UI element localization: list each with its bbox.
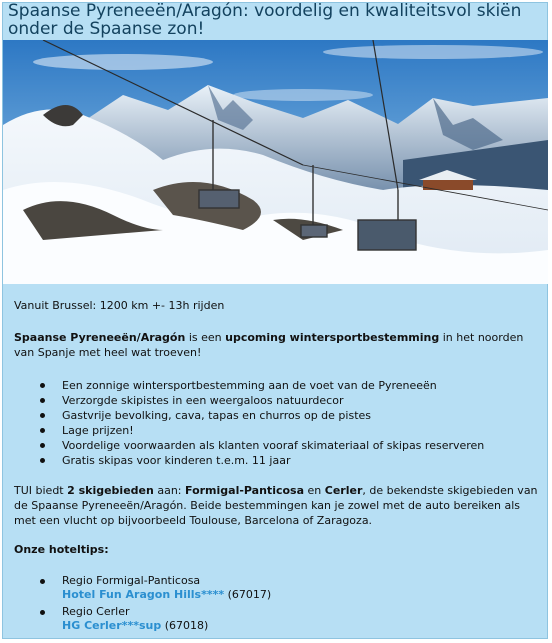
list-item: Een zonnige wintersportbestemming aan de voet van de Pyreneeën bbox=[40, 378, 544, 393]
intro-paragraph bbox=[14, 330, 544, 360]
tui-text: , de bekendste skigebieden van de Spaanse Pyreneeën/Aragón. Beide bestemmingen kan je zowel met de auto bereiken als met een vlucht op bijvoorbeeld Toulouse, Barcelona of Zaragoza. bbox=[14, 484, 538, 527]
hotel-region: Regio Cerler bbox=[62, 605, 130, 618]
hotel-link[interactable] bbox=[62, 588, 224, 601]
hotel-code: (67017) bbox=[227, 587, 272, 601]
hotel-tips-heading-text: Onze hoteltips: bbox=[14, 543, 109, 556]
intro-text-end: in het noorden van Spanje met heel wat troeven! bbox=[14, 331, 524, 359]
hotel-stars[interactable]: ***sup bbox=[121, 618, 162, 632]
hotel-name[interactable]: Hotel Fun Aragon Hills bbox=[62, 587, 202, 601]
tui-text: TUI biedt bbox=[14, 484, 68, 497]
hotel-name[interactable]: HG Cerler bbox=[62, 618, 122, 632]
list-item: Voordelige voorwaarden als klanten vooraf skimateriaal of skipas reserveren bbox=[40, 438, 544, 453]
intro-highlight: upcoming wintersportbestemming bbox=[225, 331, 440, 344]
hotel-link[interactable] bbox=[62, 619, 161, 632]
feature-list bbox=[40, 378, 544, 468]
intro-region: Spaanse Pyreneeën/Aragón bbox=[14, 331, 186, 344]
tui-text: aan: bbox=[153, 484, 185, 497]
hotel-item bbox=[40, 574, 544, 601]
hotel-item bbox=[40, 605, 544, 632]
hero-image bbox=[3, 40, 548, 284]
tui-bold-cerler: Cerler bbox=[324, 484, 363, 497]
tui-text: en bbox=[304, 484, 325, 497]
distance-text: Vanuit Brussel: 1200 km +- 13h rijden bbox=[14, 299, 225, 312]
hotel-tips-heading bbox=[14, 542, 544, 557]
article-body bbox=[14, 298, 544, 636]
list-item: Gastvrije bevolking, cava, tapas en churros op de pistes bbox=[40, 408, 544, 423]
page-title: Spaanse Pyreneeën/Aragón: voordelig en kwaliteitsvol skiën onder de Spaanse zon! bbox=[8, 1, 522, 39]
list-item: Verzorgde skipistes in een weergaloos natuurdecor bbox=[40, 393, 544, 408]
hotel-stars[interactable]: **** bbox=[201, 587, 225, 601]
tui-bold-areas: 2 skigebieden bbox=[67, 484, 154, 497]
tui-paragraph bbox=[14, 483, 544, 528]
hotel-list bbox=[40, 574, 544, 632]
tui-bold-formigal: Formigal-Panticosa bbox=[185, 484, 305, 497]
hotel-region: Regio Formigal-Panticosa bbox=[62, 574, 201, 587]
hotel-code: (67018) bbox=[164, 618, 209, 632]
intro-text: is een bbox=[185, 331, 226, 344]
list-item: Lage prijzen! bbox=[40, 423, 544, 438]
list-item: Gratis skipas voor kinderen t.e.m. 11 jaar bbox=[40, 453, 544, 468]
